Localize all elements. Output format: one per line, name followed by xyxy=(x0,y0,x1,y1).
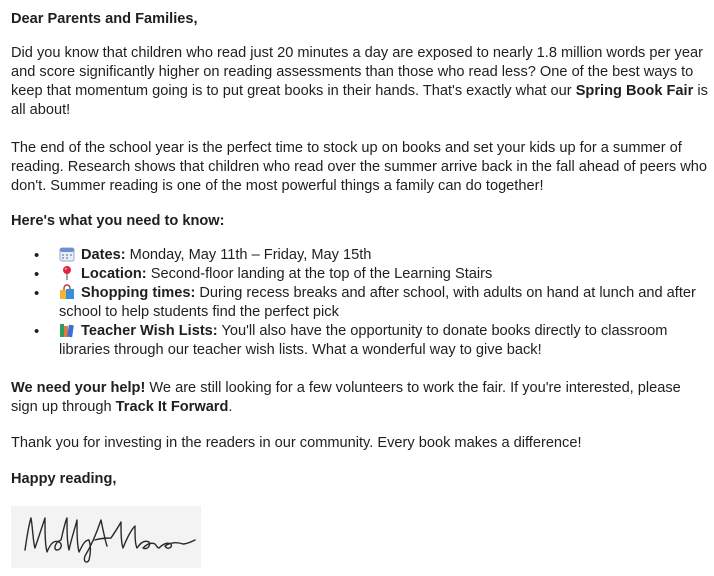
signature-image xyxy=(11,506,201,568)
detail-location: • Location: Second-floor landing at the top of the Learning Stairs xyxy=(11,265,711,284)
summer-paragraph: The end of the school year is the perfect time to stock up on books and set your kids up for a summer of reading. Research shows that children who read over the summer arrive back in the fall ahead of peers who don't. Summer reading is one of the most powerful things a family can do together! xyxy=(11,140,708,194)
closing: Happy reading, xyxy=(11,471,117,487)
track-it-forward-link[interactable]: Track It Forward xyxy=(115,399,229,415)
detail-teacher-wish-lists: • Teacher Wish Lists: You'll also have the opportunity to donate books directly to classroom libraries through our teacher wish lists. What a wonderful way to give back! xyxy=(11,322,711,360)
detail-shopping-times: • Shopping times: During recess breaks and after school, with adults on hand at lunch and after school to help students find the perfect pick xyxy=(11,284,711,322)
thanks-paragraph: Thank you for investing in the readers in our community. Every book makes a difference! xyxy=(11,435,582,451)
pin-icon xyxy=(59,265,75,281)
detail-dates: • Dates: Monday, May 11th – Friday, May 15th xyxy=(11,246,711,265)
shopping-bag-icon xyxy=(59,284,75,300)
signature xyxy=(11,506,201,568)
help-paragraph: We need your help! We are still looking for a few volunteers to work the fair. If you're interested, please sign up through Track It Forward. xyxy=(11,380,681,415)
greeting: Dear Parents and Families, xyxy=(11,11,198,27)
spring-book-fair-text: Spring Book Fair xyxy=(575,83,694,99)
need-to-know-heading: Here's what you need to know: xyxy=(11,213,225,229)
calendar-icon xyxy=(59,246,75,262)
intro-paragraph: Did you know that children who read just 20 minutes a day are exposed to nearly 1.8 million words per year and score significantly higher on reading assessments than those who read less? One of the best ways to keep that momentum going is to put great books in their hands. That's exactly what our Spring Book Fair is all about! xyxy=(11,45,708,118)
details-list xyxy=(11,246,711,360)
books-icon xyxy=(59,322,75,338)
